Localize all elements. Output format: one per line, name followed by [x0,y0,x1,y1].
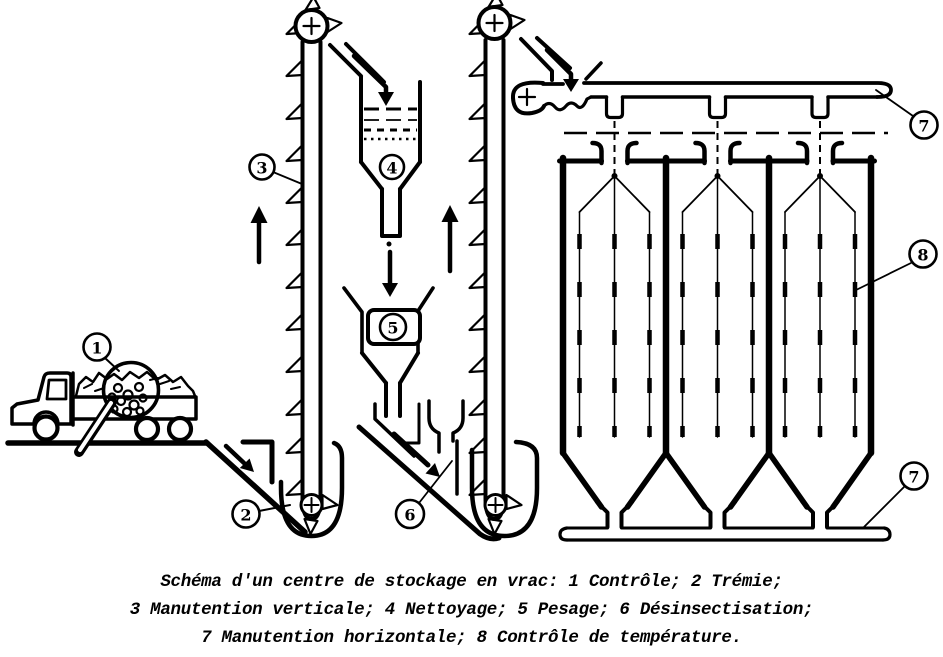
silo-hopper-slope [563,453,602,507]
elevator-1-column [303,42,321,519]
bottom-conveyor-left-cap [560,528,567,540]
bucket-tooth [287,272,303,288]
bucket-tooth [470,60,486,76]
bucket-tooth [287,399,303,415]
silo-hopper-slope [769,453,807,507]
chute-7-arrow-head [563,79,579,92]
label-8-number: 8 [917,245,929,265]
label-7-bottom-group [863,463,928,529]
label-6-number: 6 [404,505,416,525]
down-arrow-cleaner-to-scale [382,252,398,297]
fumigator-left-outline [429,401,439,452]
bucket-tooth [470,145,486,161]
bucket-tooth [470,103,486,119]
silo-outlet-lip [700,502,711,527]
conveyor-drive-cross [519,89,535,105]
weighing-unit [344,288,433,416]
bucket-tooth [287,437,303,453]
label-7-top-leader [876,90,913,116]
bucket-tooth [287,479,303,495]
bucket-tooth [328,18,342,32]
up-arrow-1 [251,206,268,262]
conveyor-belt-sag [543,97,591,110]
bucket-tooth [287,314,303,330]
silo-hopper-slope [833,453,871,507]
label-2-number: 2 [240,505,252,525]
bucket-tooth [470,356,486,372]
bottom-conveyor [560,528,890,540]
bucket-tooth [507,495,522,509]
conveyor-spout-notch [812,97,828,118]
elevator-2-column [486,40,504,519]
truck-wheel-front [35,417,58,440]
truck-wheel-rear-1 [136,418,158,440]
up-arrow-1-head [251,206,268,223]
label-7-top-number: 7 [918,116,930,136]
label-7-bottom-leader [863,487,904,528]
bucket-tooth [470,229,486,245]
grain-load-texture [84,378,180,391]
cleaner-drip-dot [387,242,392,247]
bucket-tooth [470,314,486,330]
fumigator-right-outline [453,401,463,441]
silo-internals [560,121,875,527]
label-8-leader [854,263,911,291]
silo-outlet-lip [725,502,736,527]
bucket-tooth [287,60,303,76]
bucket-tooth [287,145,303,161]
label-3-number: 3 [256,158,268,178]
label-4-number: 4 [386,158,398,178]
down-arrow-head [382,283,398,297]
label-6-group [396,461,452,528]
bucket-elevator-1 [281,0,342,536]
caption-line-3: 7 Manutention horizontale; 8 Contrôle de température. [201,628,742,648]
weigher-spout [386,383,400,416]
conveyor-spout-notch [607,97,623,118]
chute-1-right-line [346,44,384,82]
bucket-tooth [470,399,486,415]
bucket-tooth [470,272,486,288]
elevator-2-buckets [470,0,525,534]
label-3-leader [273,172,302,184]
up-arrow-2-head [442,205,459,222]
conveyor-inlet-lip [586,63,601,79]
silo-outlet-lip [597,502,608,527]
bucket-tooth [287,229,303,245]
silo-block [560,121,889,527]
bucket-tooth [323,495,338,509]
bucket-elevator-2 [470,0,538,536]
label-8-group [854,241,937,292]
bucket-tooth [287,356,303,372]
silo-hopper-slope [731,453,770,507]
elevator-1-buckets [287,0,342,534]
caption-line-2: 3 Manutention verticale; 4 Nettoyage; 5 Pesage; 6 Désinsectisation; [129,600,814,620]
truck-window [47,380,66,399]
silo-hopper-slope [666,453,705,507]
chute-6-shelf [403,404,419,443]
up-arrow-2 [442,205,459,271]
silo-outlet-lip [827,502,838,527]
chute-1-arrow-head [378,92,394,106]
cleaning-unit [361,77,420,247]
silo-outlet-lip [622,502,633,527]
weigher-left-wall [344,288,362,353]
bottom-conveyor-right-cap [883,528,890,540]
figure-caption [0,568,943,652]
label-7-bottom-number: 7 [908,467,920,487]
label-1-number: 1 [91,338,103,358]
bucket-tooth [287,187,303,203]
weigher-funnel [362,353,418,383]
conveyor-discharge-spouts [607,97,829,118]
cleaner-spout [382,189,400,236]
caption-line-1: Schéma d'un centre de stockage en vrac: 1 Contrôle; 2 Trémie; [160,572,783,592]
label-1-group [84,334,120,372]
conveyor-spout-notch [710,97,726,118]
bucket-tooth [511,15,525,29]
truck-wheel-rear-2 [169,418,191,440]
fumigation-device [429,401,463,494]
silo-outlet-lip [803,502,814,527]
label-7-top-group [876,90,938,139]
label-5-number: 5 [387,318,399,338]
truck-group [12,363,196,453]
bucket-tooth [470,187,486,203]
silo-hopper-slope [628,453,667,507]
conveyor-top-line-b [584,83,891,97]
bucket-tooth [287,103,303,119]
